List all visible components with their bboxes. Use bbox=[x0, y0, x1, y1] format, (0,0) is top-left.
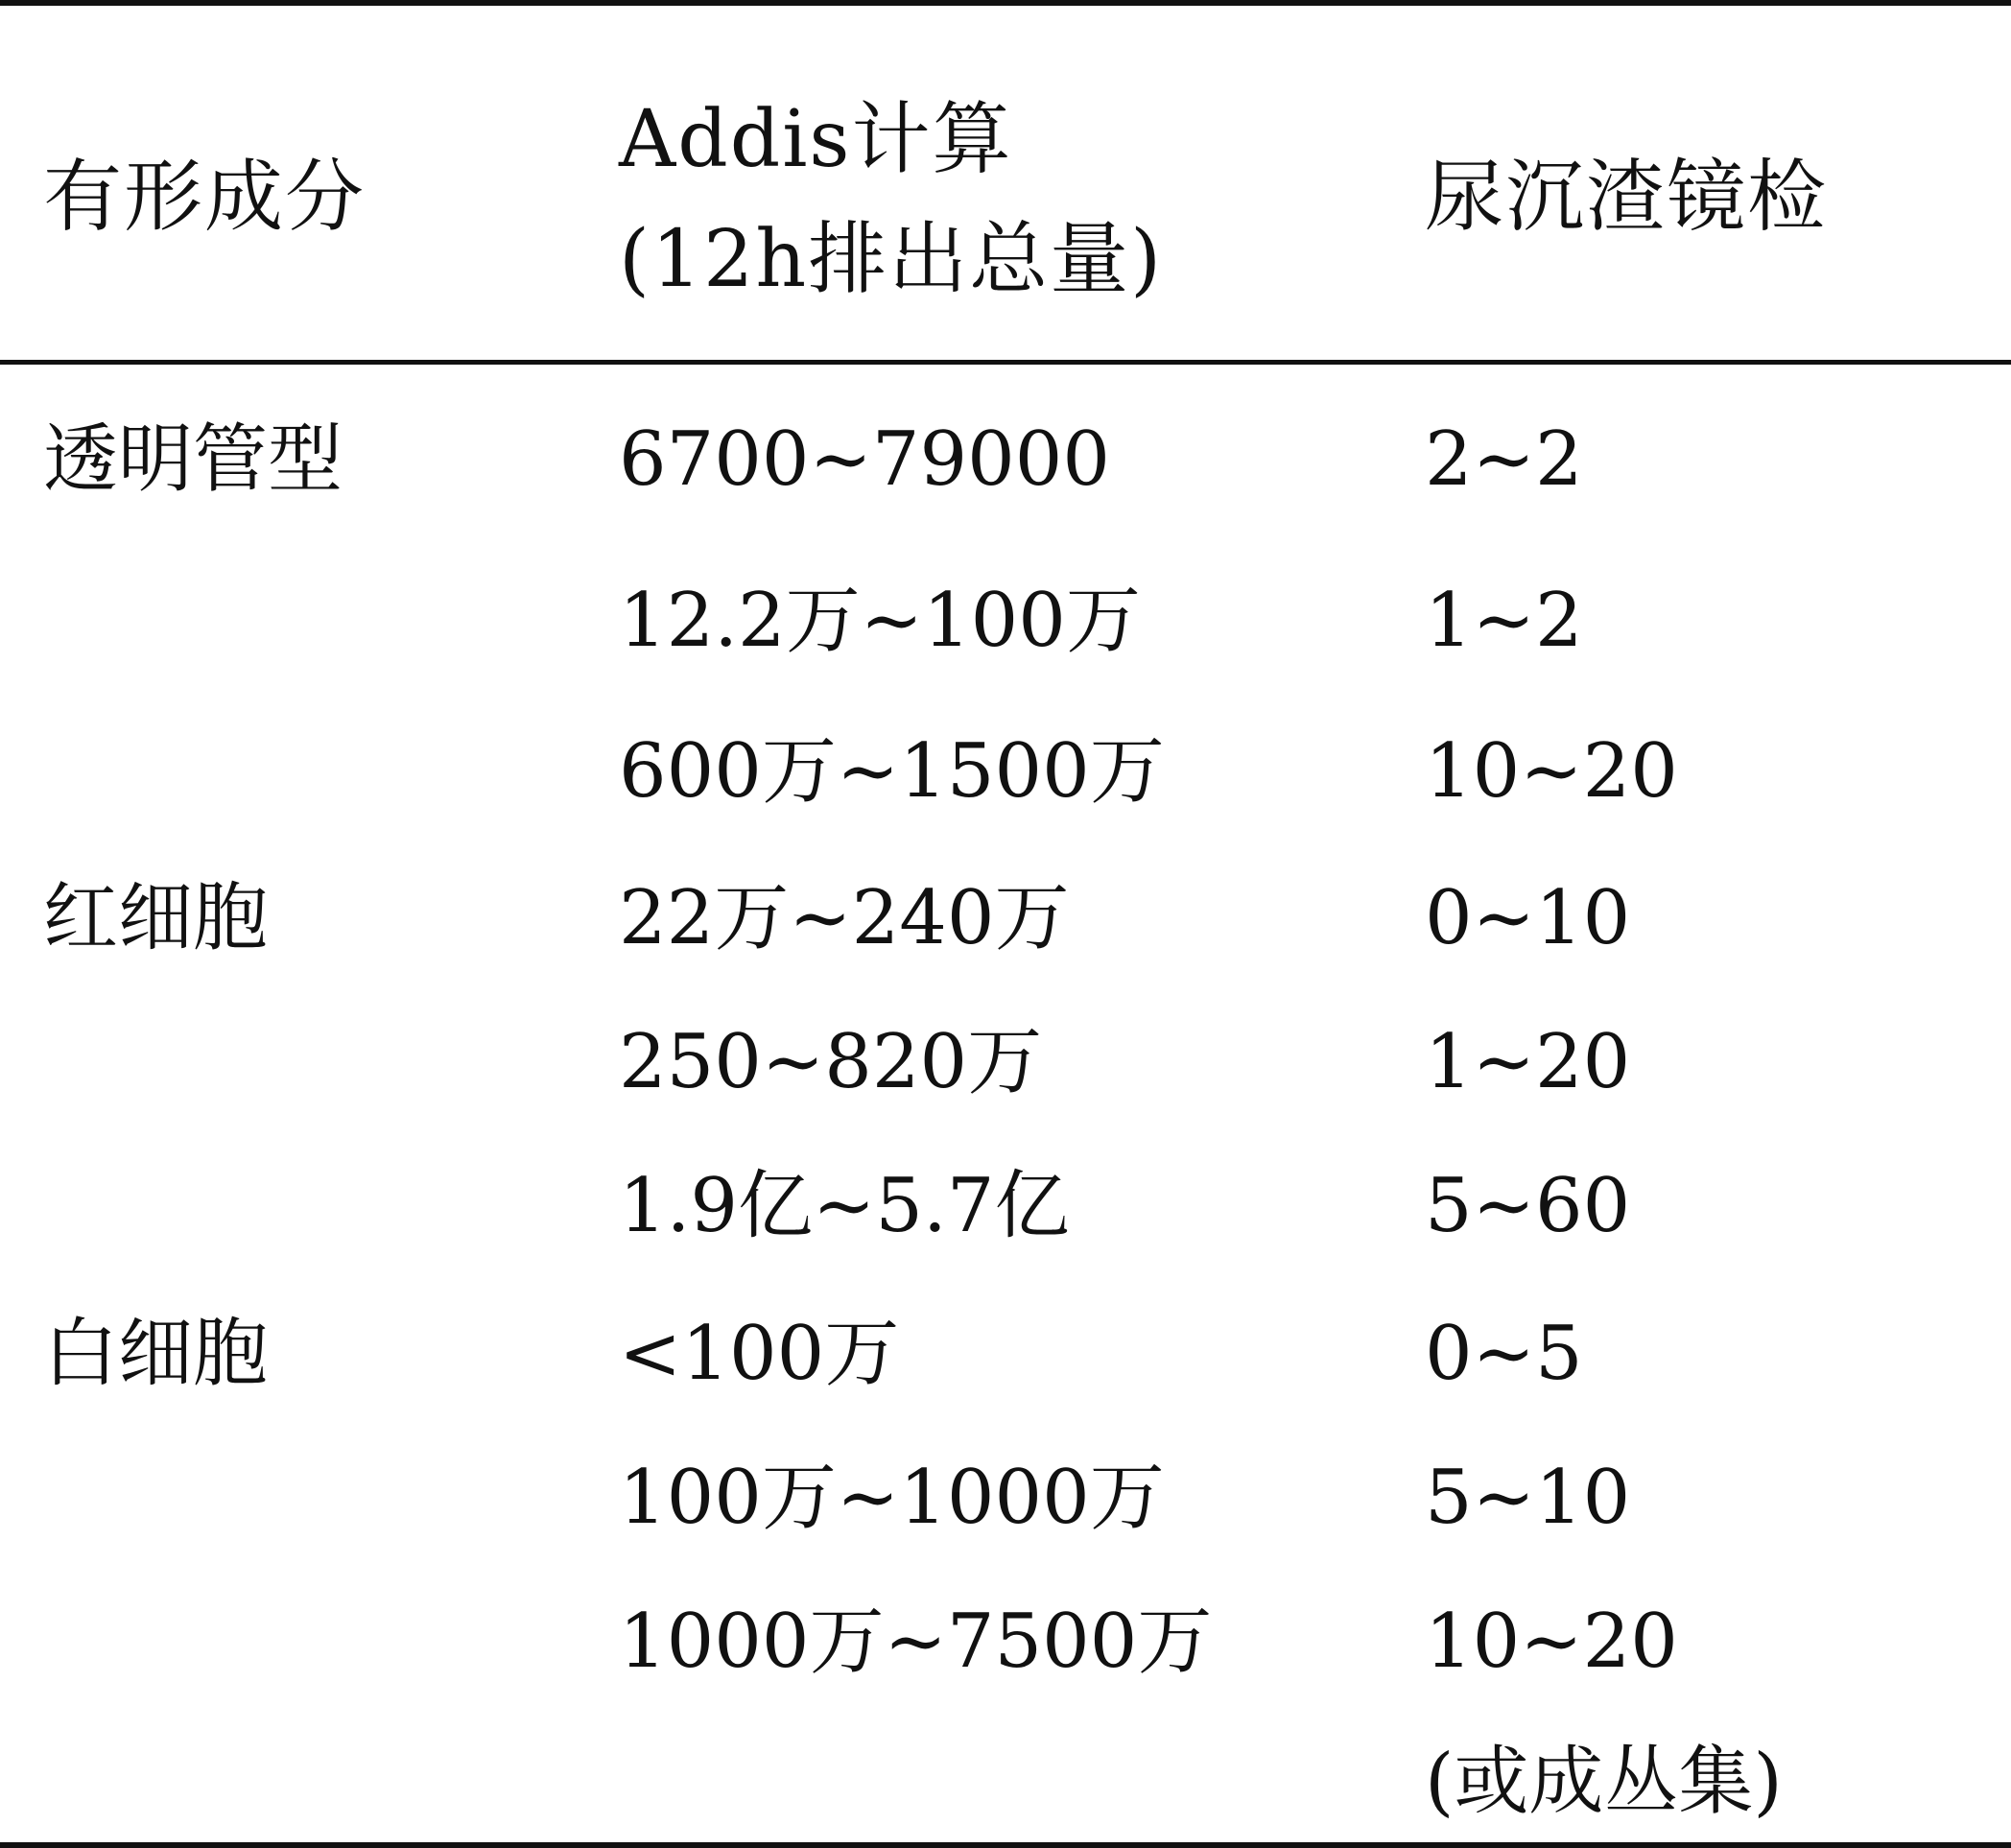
row-sediment: 0~10 bbox=[1425, 875, 1631, 961]
header-component: 有形成分 bbox=[43, 152, 367, 243]
row-addis: 12.2万~100万 bbox=[619, 578, 1141, 664]
row-sediment: 10~20 bbox=[1425, 728, 1678, 815]
row-sediment: 5~60 bbox=[1425, 1163, 1631, 1249]
row-addis: 600万~1500万 bbox=[619, 728, 1165, 815]
row-sediment: 5~10 bbox=[1425, 1455, 1631, 1541]
row-addis: 1.9亿~5.7亿 bbox=[619, 1163, 1070, 1249]
row-addis: <100万 bbox=[619, 1311, 900, 1397]
header-rule bbox=[0, 360, 2011, 365]
row-component: 红细胞 bbox=[43, 875, 269, 961]
row-addis: 1000万~7500万 bbox=[619, 1599, 1213, 1685]
row-component: 透明管型 bbox=[43, 416, 343, 503]
row-sediment: 1~2 bbox=[1425, 578, 1583, 664]
table-bottom-rule bbox=[0, 1842, 2011, 1848]
table-top-rule bbox=[0, 0, 2011, 6]
row-sediment-note: (或成丛集) bbox=[1425, 1739, 1783, 1825]
row-sediment: 2~2 bbox=[1425, 416, 1583, 503]
row-addis: 6700~79000 bbox=[619, 416, 1110, 503]
row-addis: 250~820万 bbox=[619, 1019, 1043, 1105]
row-addis: 22万~240万 bbox=[619, 875, 1070, 961]
header-addis-title: Addis计算 bbox=[619, 94, 1013, 185]
header-addis-subtitle: (12h排出总量) bbox=[619, 214, 1164, 305]
header-sediment: 尿沉渣镜检 bbox=[1425, 152, 1829, 243]
row-component: 白细胞 bbox=[43, 1311, 269, 1397]
row-sediment: 0~5 bbox=[1425, 1311, 1583, 1397]
row-sediment: 1~20 bbox=[1425, 1019, 1631, 1105]
row-addis: 100万~1000万 bbox=[619, 1455, 1165, 1541]
row-sediment: 10~20 bbox=[1425, 1599, 1678, 1685]
